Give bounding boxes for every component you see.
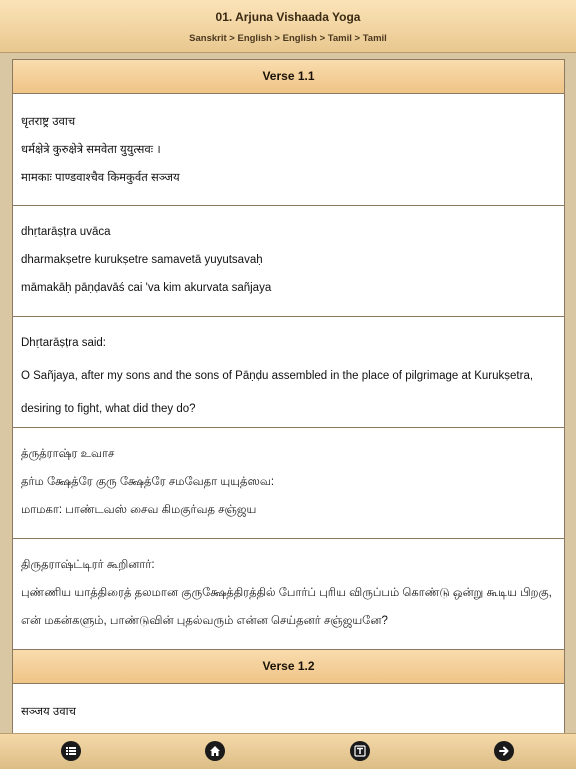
bottom-toolbar — [0, 733, 576, 769]
tamil-translation-block — [13, 539, 564, 650]
text-line: सञ्जय उवाच — [21, 706, 76, 718]
text-line: தர்ம க்ஷேத்ரே குரு க்ஷேத்ரே சமவேதா யுயுத்ஸவ: — [21, 476, 275, 488]
list-icon[interactable] — [61, 741, 81, 761]
text-line: புண்ணிய யாத்திரைத் தலமான குருக்ஷேத்திரத்தில் போர்ப் புரிய விருப்பம் கொண்டு ஒன்று கூடிய பிறகு, — [21, 587, 552, 599]
app-header — [0, 0, 576, 53]
text-line: māmakāḥ pāṇḍavāś cai 'va kim akurvata sañjaya — [21, 282, 272, 294]
sanskrit-block — [13, 94, 564, 206]
text-line: என் மகன்களும், பாண்டுவின் புதல்வரும் என்ன செய்தனர் சஞ்ஜயனே? — [21, 615, 388, 627]
text-line: dharmakṣetre kurukṣetre samavetā yuyutsavaḥ — [21, 254, 263, 266]
text-line: மாமகா: பாண்டவஸ் சைவ கிமகுர்வத சஞ்ஜய — [21, 504, 257, 516]
text-line: Dhṛtarāṣṭra said: — [21, 337, 107, 349]
text-options-icon[interactable] — [350, 741, 370, 761]
verse-header-1-1: Verse 1.1 — [13, 60, 564, 94]
text-line: धृतराष्ट्र उवाच — [21, 116, 76, 128]
home-icon[interactable] — [205, 741, 225, 761]
tamil-script-block — [13, 428, 564, 539]
chapter-title: 01. Arjuna Vishaada Yoga — [215, 10, 361, 24]
verse-scroll-view[interactable] — [12, 59, 565, 734]
verse-header-1-2: Verse 1.2 — [13, 650, 564, 684]
sanskrit-block — [13, 684, 564, 734]
text-line: O Sañjaya, after my sons and the sons of Pāṇḍu assembled in the place of pilgrimage at Kurukṣetra, — [21, 370, 534, 382]
text-line: dhṛtarāṣṭra uvāca — [21, 226, 111, 238]
transliteration-block — [13, 206, 564, 317]
text-line: த்ருத்ராஷ்ர உவாச — [21, 448, 115, 460]
text-line: धर्मक्षेत्रे कुरुक्षेत्रे समवेता युयुत्सवः । — [21, 144, 161, 156]
next-arrow-icon[interactable] — [494, 741, 514, 761]
translation-block — [13, 317, 564, 428]
text-line: desiring to fight, what did they do? — [21, 403, 196, 415]
text-line: திருதராஷ்ட்டிரர் கூறினார்: — [21, 559, 155, 571]
text-line: मामकाः पाण्डवाश्चैव किमकुर्वत सञ्जय — [21, 172, 180, 184]
language-order: Sanskrit > English > English > Tamil > Tamil — [189, 33, 387, 44]
